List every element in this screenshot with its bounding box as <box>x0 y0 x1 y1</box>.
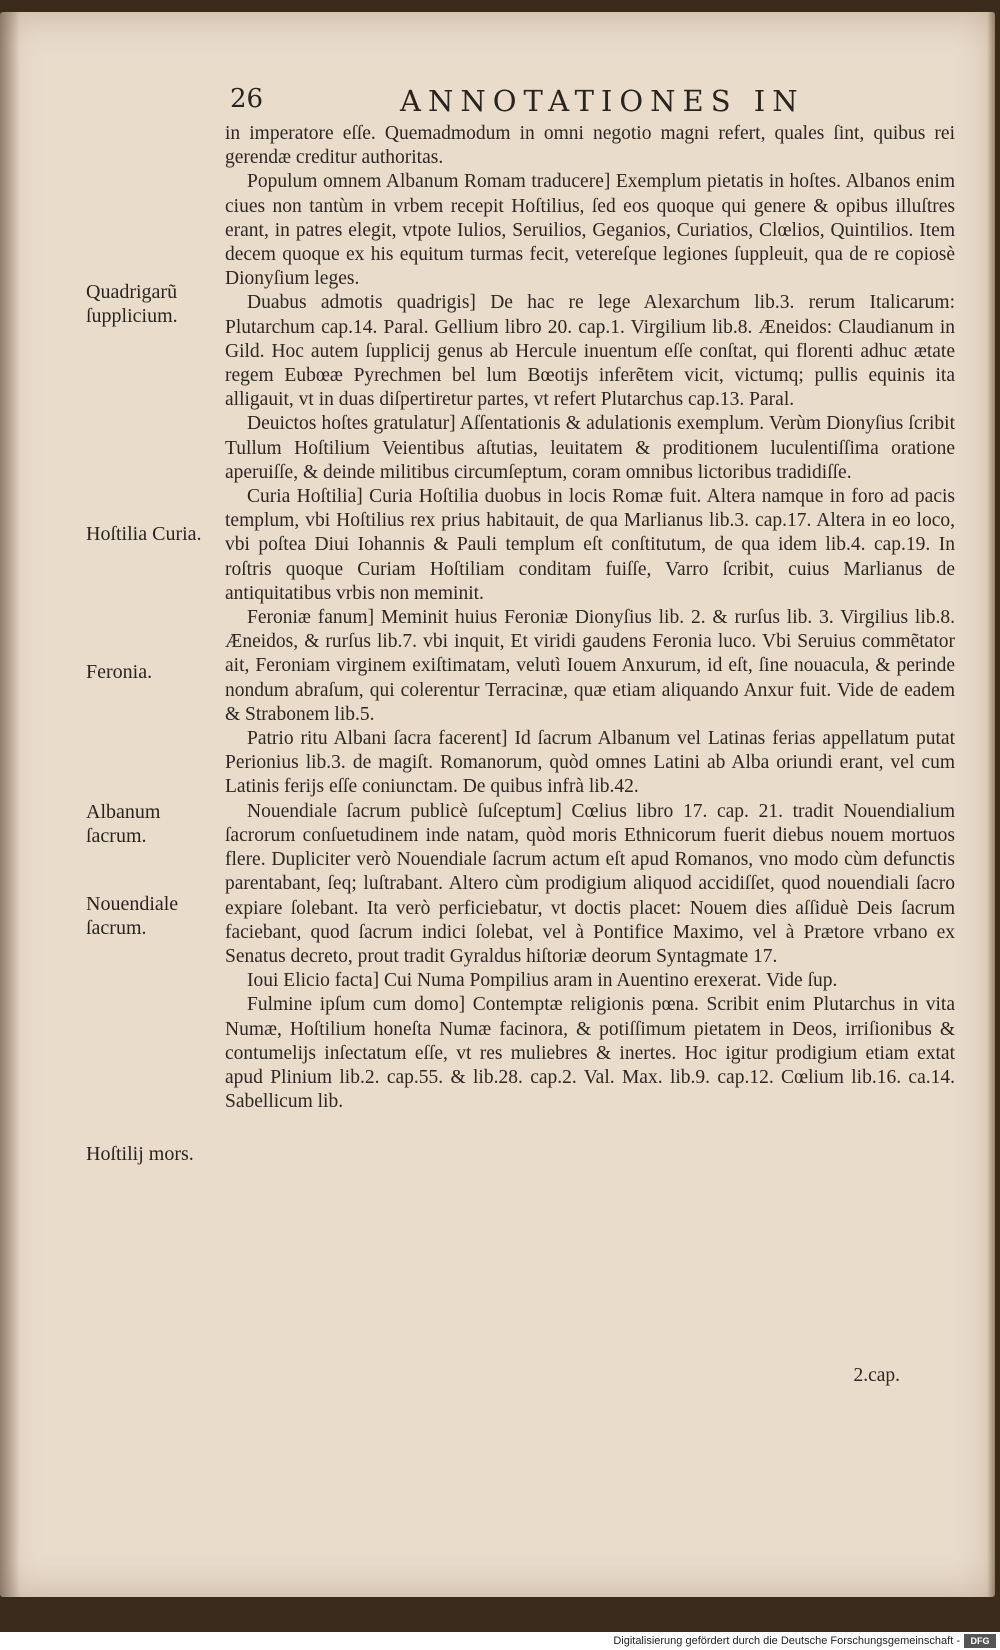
paragraph: Nouendiale ſacrum publicè ſuſceptum] Cœlius libro 17. cap. 21. tradit Nouendialium ſacrorum conſuetudinem inde natam, quòd moris Ethnicorum fuerit diebus nouem mortuos flere. Dupliciter verò Nouendiale ſacrum actum eſt apud Romanos, vno modo cùm defunctis parentabant, ſeq; luſtrabant. Altero cùm prodigium aliquod accidiſſet, quod nouendiali ſacro expiare ſolebant. Ita verò perficiebatur, vt doctis placet: Nouem dies aſſiduè Deis ſacrum faciebant, quod ſacrum indici ſolebat, vel à Pontifice Maximo, vel à Prætore vrbano ex Senatus decreto, prout tradit Gyraldus hiſtoriæ deorum Syntagmate 17. <box>225 800 955 967</box>
footer-credit: Digitalisierung gefördert durch die Deutsche Forschungsgemeinschaft - <box>613 1635 960 1647</box>
main-text <box>225 122 955 1114</box>
margin-note: Hoſtilij mors. <box>86 1143 194 1165</box>
paragraph: Deuictos hoſtes gratulatur] Aſſentationis & adulationis exemplum. Verùm Dionyſius ſcribit Tullum Hoſtilium Veientibus aſtutias, leuitatem & proditionem luculentiſſima oratione aperuiſſe, & deinde militibus circumſeptum, coram omnibus lictoribus tradidiſſe. <box>225 413 955 483</box>
dfg-logo-icon: DFG <box>964 1634 996 1648</box>
margin-note: Feronia. <box>86 661 153 683</box>
book-page <box>0 12 995 1597</box>
margin-note: Nouendiale ſacrum. <box>86 893 179 939</box>
paragraph: Fulmine ipſum cum domo] Contemptæ religionis pœna. Scribit enim Plutarchus in vita Numæ, Hoſtilium honeſta Numæ facinora, & potiſſimum pietatem in Deos, irriſionibus & contumelijs inſectatum eſſe, vt res muliebres & inertes. Hoc igitur prodigium etiam extat apud Plinium lib.2. cap.55. & lib.28. cap.2. Val. Max. lib.9. cap.12. Cœlium lib.16. ca.14. Sabellicum lib. <box>225 994 955 1113</box>
paragraph: Ioui Elicio facta] Cui Numa Pompilius aram in Auentino erexerat. Vide ſup. <box>247 970 838 992</box>
running-title: ANNOTATIONES IN <box>400 84 805 118</box>
digitization-footer <box>0 1632 1000 1650</box>
paragraph: Populum omnem Albanum Romam traducere] Exemplum pietatis in hoſtes. Albanos enim ciues non tantùm in vrbem recepit Hoſtilius, ſed eos quoque qui genere & opibus illuſtres erant, in patres elegit, vtpote Iulios, Seruilios, Geganios, Curiatios, Clœlios, Quintilios. Item decem quoque ex his equitum turmas fecit, vetereſque legiones ſuppleuit, qua de re copiosè Dionyſium leges. <box>225 171 955 290</box>
catchword: 2.cap. <box>853 1365 900 1386</box>
margin-note: Quadrigarũ ſupplicium. <box>86 281 178 327</box>
margin-note: Hoſtilia Curia. <box>86 523 202 545</box>
paragraph: Curia Hoſtilia] Curia Hoſtilia duobus in locis Romæ fuit. Altera namque in foro ad pacis templum, vbi Hoſtilius rex prius habitauit, de qua Marlianus lib.3. cap.17. Altera in eo loco, vbi poſtea Diui Iohannis & Pauli templum eſt conſtitutum, de qua idem lib.4. cap.19. In roſtris quoque Curiam Hoſtiliam conditam fuiſſe, Varro ſcribit, cuius Marlianus de antiquitatibus vrbis non meminit. <box>225 486 955 604</box>
paragraph: Duabus admotis quadrigis] De hac re lege Alexarchum lib.3. rerum Italicarum: Plutarchum cap.14. Paral. Gellium libro 20. cap.1. Virgilium lib.8. Æneidos: Claudianum in Gild. Hoc autem ſupplicij genus ab Hercule inuentum eſſe conſtat, qui florenti adhuc ætate regem Eubœæ Pyrechmen bel lum Bœotijs inferẽtem vicit, victumq; pullis equinis ita alligauit, vt in duas diſpertiretur partes, vt refert Plutarchus cap.13. Paral. <box>225 292 955 411</box>
margin-note: Albanum ſacrum. <box>86 801 161 847</box>
page-header <box>230 84 960 124</box>
paragraph: Patrio ritu Albani ſacra facerent] Id ſacrum Albanum vel Latinas ferias appellatum putat Perionius lib.3. de magiſt. Romanorum, quòd omnes Latini ab Alba oriundi erant, vel cum Latinis ferijs eſſe coniunctam. De quibus infrà lib.42. <box>225 728 955 798</box>
paragraph: in imperatore eſſe. Quemadmodum in omni negotio magni refert, quales ſint, quibus rei gerendæ creditur authoritas. <box>225 123 955 169</box>
paragraph: Feroniæ fanum] Meminit huius Feroniæ Dionyſius lib. 2. & rurſus lib. 3. Virgilius lib.8. Æneidos, & rurſus lib.7. vbi inquit, Et viridi gaudens Feronia luco. Vbi Seruius commẽtator ait, Feroniam virginem exiſtimatam, velutì Iouem Anxurum, id eſt, ſine nouacula, & perinde nondum abraſum, qui colerentur Terracinæ, quæ etiam aliquando Anxur fuit. Vide de eadem & Strabonem lib.5. <box>225 607 955 725</box>
margin-column <box>86 12 221 1597</box>
page-number: 26 <box>230 84 264 114</box>
